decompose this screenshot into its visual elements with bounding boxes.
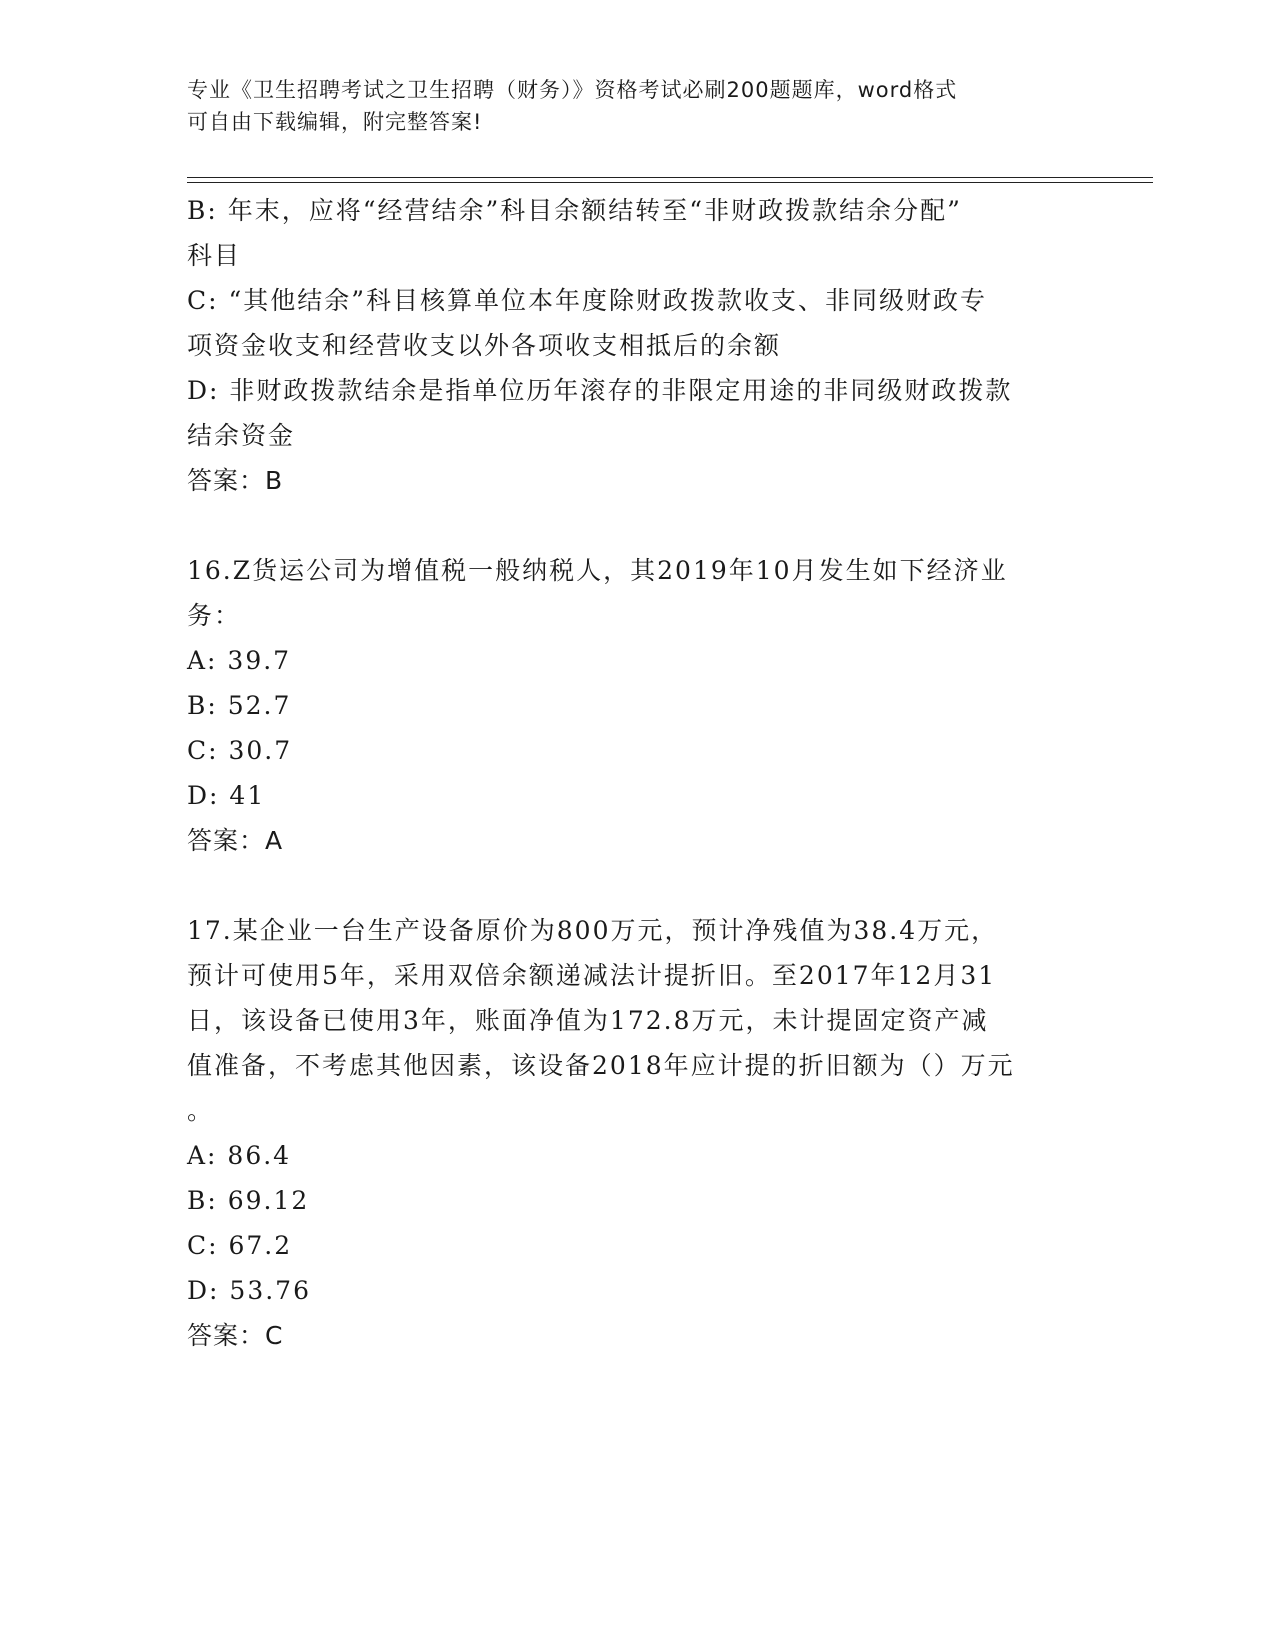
option-b-line-1: B: 年末，应将“经营结余”科目余额结转至“非财政拨款结余分配” [187, 196, 962, 225]
question-17 [187, 908, 1077, 1358]
spacer [187, 503, 1077, 548]
question-16-option-a: A: 39.7 [187, 646, 292, 675]
question-17-option-a: A: 86.4 [187, 1141, 292, 1170]
option-c-line-1: C: “其他结余”科目核算单位本年度除财政拨款收支、非同级财政专 [187, 286, 988, 315]
question-17-stem-1: 17.某企业一台生产设备原价为800万元，预计净残值为38.4万元， [187, 916, 999, 945]
question-16-option-d: D: 41 [187, 781, 266, 810]
option-d-line-2: 结余资金 [187, 421, 296, 450]
question-16-option-c: C: 30.7 [187, 736, 293, 765]
question-17-stem-2: 预计可使用5年，采用双倍余额递减法计提折旧。至2017年12月31 [187, 961, 997, 990]
answer-17: 答案：C [187, 1321, 284, 1350]
option-c-line-2: 项资金收支和经营收支以外各项收支相抵后的余额 [187, 331, 782, 360]
question-15-tail [187, 188, 1077, 503]
option-b-line-2: 科目 [187, 241, 242, 270]
header-divider-top [187, 177, 1153, 178]
question-16-stem-1: 16.Z货运公司为增值税一般纳税人，其2019年10月发生如下经济业 [187, 556, 1008, 585]
answer-16: 答案：A [187, 826, 284, 855]
answer-15: 答案：B [187, 466, 284, 495]
question-17-option-b: B: 69.12 [187, 1186, 310, 1215]
question-17-option-d: D: 53.76 [187, 1276, 311, 1305]
question-17-stem-3: 日，该设备已使用3年，账面净值为172.8万元，未计提固定资产减 [187, 1006, 989, 1035]
header-line-2: 可自由下载编辑，附完整答案! [187, 110, 483, 134]
spacer [187, 863, 1077, 908]
document-header [187, 74, 1067, 138]
question-16 [187, 548, 1077, 863]
question-17-option-c: C: 67.2 [187, 1231, 293, 1260]
question-17-stem-4: 值准备，不考虑其他因素，该设备2018年应计提的折旧额为（）万元 [187, 1051, 1015, 1080]
document-body [187, 188, 1077, 1358]
header-divider-bottom [187, 182, 1153, 183]
question-16-stem-2: 务： [187, 601, 242, 630]
header-line-1: 专业《卫生招聘考试之卫生招聘（财务）》资格考试必刷200题题库，word格式 [187, 78, 958, 102]
option-d-line-1: D: 非财政拨款结余是指单位历年滚存的非限定用途的非同级财政拨款 [187, 376, 1013, 405]
question-17-stem-5: 。 [187, 1096, 215, 1125]
question-16-option-b: B: 52.7 [187, 691, 292, 720]
